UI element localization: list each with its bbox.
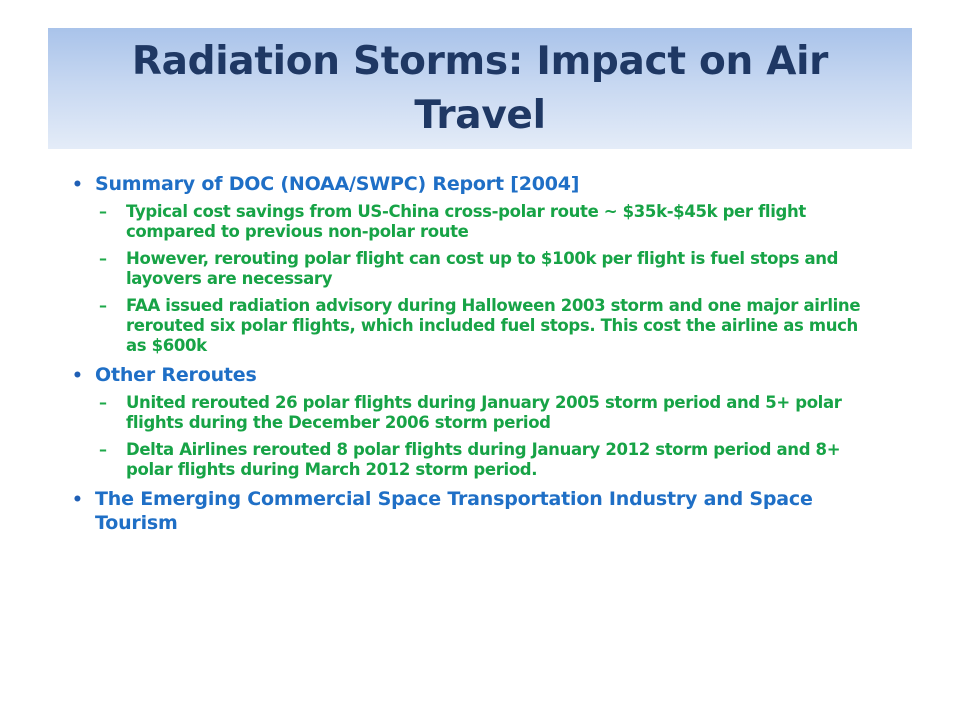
bullet-dot-icon: • — [72, 175, 83, 195]
slide-title: Radiation Storms: Impact on Air Travel — [131, 38, 829, 138]
bullet-item — [72, 487, 872, 535]
title-banner — [48, 28, 912, 149]
sub-bullet-item — [95, 440, 872, 480]
dash-icon: – — [99, 393, 107, 412]
sub-bullet-item — [95, 393, 872, 433]
dash-icon: – — [99, 296, 107, 315]
bullet-item — [72, 363, 872, 480]
sub-bullet-item — [95, 249, 872, 289]
sub-bullet-text: FAA issued radiation advisory during Halloween 2003 storm and one major airline rerouted six polar flights, which included fuel stops. This cost the airline as much as $600k — [126, 296, 861, 355]
sub-bullet-list — [95, 393, 872, 480]
dash-icon: – — [99, 249, 107, 268]
slide-body — [72, 172, 872, 541]
bullet-dot-icon: • — [72, 366, 83, 386]
sub-bullet-list — [95, 202, 872, 356]
bullet-list — [72, 172, 872, 535]
sub-bullet-text: Typical cost savings from US-China cross-polar route ~ $35k-$45k per flight compared to previous non-polar route — [126, 202, 806, 241]
bullet-item — [72, 172, 872, 356]
bullet-text: The Emerging Commercial Space Transportation Industry and Space Tourism — [95, 488, 813, 534]
dash-icon: – — [99, 202, 107, 221]
sub-bullet-text: However, rerouting polar flight can cost up to $100k per flight is fuel stops and layovers are necessary — [126, 249, 839, 288]
sub-bullet-text: Delta Airlines rerouted 8 polar flights during January 2012 storm period and 8+ polar flights during March 2012 storm period. — [126, 440, 841, 479]
bullet-text: Other Reroutes — [95, 364, 257, 386]
dash-icon: – — [99, 440, 107, 459]
sub-bullet-item — [95, 296, 872, 356]
sub-bullet-item — [95, 202, 872, 242]
bullet-dot-icon: • — [72, 490, 83, 510]
sub-bullet-text: United rerouted 26 polar flights during January 2005 storm period and 5+ polar flights during the December 2006 storm period — [126, 393, 842, 432]
bullet-text: Summary of DOC (NOAA/SWPC) Report [2004] — [95, 173, 580, 195]
